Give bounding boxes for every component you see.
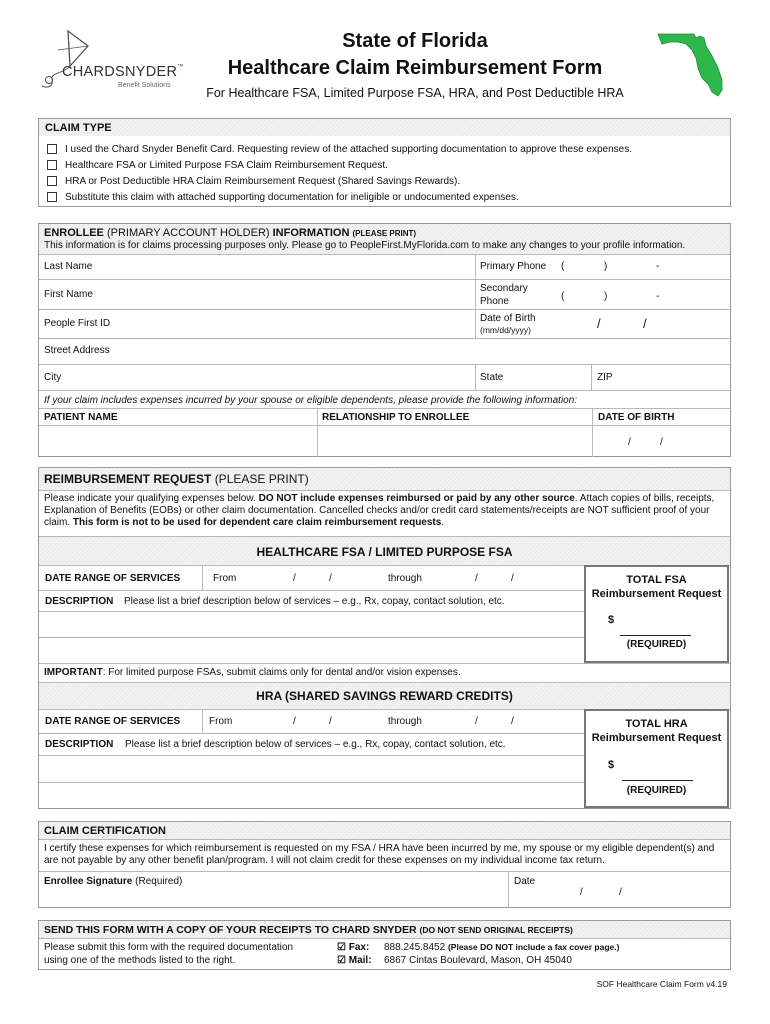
state-label: State [480, 372, 504, 383]
fax-label: ☑ Fax: [337, 942, 370, 953]
fsa-important-note: IMPORTANT: For limited purpose FSAs, submit claims only for dental and/or vision expenses. [44, 667, 461, 678]
fsa-through-label: through [388, 573, 422, 584]
enrollee-title: ENROLLEE (PRIMARY ACCOUNT HOLDER) INFORMATION (PLEASE PRINT) [44, 227, 417, 239]
primary-phone-label: Primary Phone [480, 261, 547, 272]
claim-type-option-2: Healthcare FSA or Limited Purpose FSA Claim Reimbursement Request. [65, 160, 388, 171]
mail-value: 6867 Cintas Boulevard, Mason, OH 45040 [384, 955, 572, 966]
dependents-note: If your claim includes expenses incurred by your spouse or eligible dependents, please provide the following information: [44, 395, 578, 406]
certification-date-slash-1: / [580, 887, 583, 898]
col-date-of-birth: DATE OF BIRTH [598, 412, 675, 423]
secondary-phone-paren-open: ( [561, 291, 565, 302]
signature-label: Enrollee Signature (Required) [44, 876, 183, 887]
hra-description-hint: Please list a brief description below of services – e.g., Rx, copay, contact solution, etc. [125, 739, 506, 750]
fsa-required-label: (REQUIRED) [626, 639, 687, 650]
secondary-phone-paren-close: ) [604, 291, 608, 302]
dob-format: (mm/dd/yyyy) [480, 325, 531, 335]
fsa-total-label-1: TOTAL FSA [626, 574, 687, 586]
claim-type-title: CLAIM TYPE [45, 122, 112, 134]
hra-required-label: (REQUIRED) [626, 785, 687, 796]
form-title-line1: State of Florida [342, 30, 488, 52]
dob-slash-2: / [643, 316, 647, 331]
hra-description-label: DESCRIPTION [45, 739, 114, 750]
dob-slash-1: / [597, 316, 601, 331]
fsa-through-slash-2: / [511, 573, 514, 584]
fsa-description-hint: Please list a brief description below of services – e.g., Rx, copay, contact solution, etc. [124, 596, 505, 607]
city-label: City [44, 372, 62, 383]
certification-date-label: Date [514, 876, 536, 887]
street-address-label: Street Address [44, 345, 110, 356]
hra-from-slash-2: / [329, 716, 332, 727]
certification-title: CLAIM CERTIFICATION [44, 825, 167, 837]
primary-phone-paren-open: ( [561, 261, 565, 272]
fsa-from-label: From [213, 573, 237, 584]
people-first-id-label: People First ID [44, 318, 111, 329]
dependent-dob-slash-1: / [628, 437, 631, 448]
enrollee-note: This information is for claims processing purposes only. Please go to PeopleFirst.MyFlorida.com to make any changes to your profile information. [44, 240, 686, 251]
col-patient-name: PATIENT NAME [44, 412, 118, 423]
fsa-description-label: DESCRIPTION [45, 596, 114, 607]
claim-type-checkbox-2[interactable] [47, 160, 57, 170]
certification-text: I certify these expenses for which reimbursement is requested on my FSA / HRA have been incurred by me, my spouse or my eligible dependent(s) and are not payable by any other benefit plan/program. I will not claim credit for these expenses on my individual income tax return. [44, 843, 715, 866]
hra-title: HRA (SHARED SAVINGS REWARD CREDITS) [256, 689, 513, 703]
hra-total-label-1: TOTAL HRA [625, 718, 688, 730]
send-title: SEND THIS FORM WITH A COPY OF YOUR RECEIPTS TO CHARD SNYDER (DO NOT SEND ORIGINAL RECEIPTS) [44, 924, 573, 936]
chard-snyder-logo [40, 28, 190, 96]
fsa-dollar-sign: $ [608, 614, 615, 626]
primary-phone-dash: - [656, 261, 660, 272]
fsa-through-slash-1: / [475, 573, 478, 584]
fsa-total-label-2: Reimbursement Request [591, 588, 722, 600]
form-title-line2: Healthcare Claim Reimbursement Form [227, 57, 603, 79]
fsa-title: HEALTHCARE FSA / LIMITED PURPOSE FSA [256, 545, 513, 559]
secondary-phone-dash: - [656, 291, 660, 302]
claim-type-option-3: HRA or Post Deductible HRA Claim Reimbursement Request (Shared Savings Rewards). [65, 176, 461, 187]
fsa-from-slash-2: / [329, 573, 332, 584]
fax-value: 888.245.8452 (Please DO NOT include a fax cover page.) [384, 942, 620, 953]
hra-date-range-label: DATE RANGE OF SERVICES [45, 716, 181, 727]
certification-date-slash-2: / [619, 887, 622, 898]
zip-label: ZIP [597, 372, 613, 383]
secondary-phone-label-1: Secondary [480, 283, 528, 294]
mail-label: ☑ Mail: [337, 955, 372, 966]
reimbursement-instructions: Please indicate your qualifying expenses below. DO NOT include expenses reimbursed or paid by any other source. Attach copies of bills, receipts, Explanation of Benefits (EOBs) or other claim documentation. Cancelled checks and/or credit card statements/receipts are NOT sufficient proof of your claim. This form is not to be used for dependent care claim reimbursement requests. [44, 493, 715, 528]
send-instruction-2: using one of the methods listed to the right. [44, 955, 236, 966]
hra-dollar-sign: $ [608, 759, 615, 771]
fsa-date-range-label: DATE RANGE OF SERVICES [45, 573, 181, 584]
reimbursement-title: REIMBURSEMENT REQUEST (PLEASE PRINT) [44, 472, 309, 486]
form-subtitle: For Healthcare FSA, Limited Purpose FSA, HRA, and Post Deductible HRA [206, 86, 624, 100]
claim-type-checkbox-1[interactable] [47, 144, 57, 154]
fsa-from-slash-1: / [293, 573, 296, 584]
logo-tm: ™ [177, 64, 184, 70]
hra-through-slash-1: / [475, 716, 478, 727]
hra-through-slash-2: / [511, 716, 514, 727]
send-instruction-1: Please submit this form with the required documentation [44, 942, 294, 953]
claim-type-checkbox-3[interactable] [47, 176, 57, 186]
col-relationship: RELATIONSHIP TO ENROLLEE [322, 412, 470, 423]
dob-label: Date of Birth [480, 313, 536, 324]
form-version: SOF Healthcare Claim Form v4.19 [596, 979, 727, 989]
claim-type-option-1: I used the Chard Snyder Benefit Card. Requesting review of the attached supporting documentation to approve these expenses. [65, 144, 633, 155]
hra-total-label-2: Reimbursement Request [591, 732, 722, 744]
logo-tagline: Benefit Solutions [118, 82, 171, 89]
hra-from-label: From [209, 716, 233, 727]
hra-through-label: through [388, 716, 422, 727]
last-name-label: Last Name [44, 261, 93, 272]
claim-type-option-4: Substitute this claim with attached supporting documentation for ineligible or undocumented expenses. [65, 192, 519, 203]
hra-from-slash-1: / [293, 716, 296, 727]
dependent-dob-slash-2: / [660, 437, 663, 448]
secondary-phone-label-2: Phone [480, 296, 509, 307]
claim-type-checkbox-4[interactable] [47, 192, 57, 202]
logo-brand: CHARDSNYDER [62, 64, 178, 80]
kite-icon [40, 28, 100, 92]
first-name-label: First Name [44, 289, 93, 300]
florida-map-icon [656, 30, 726, 98]
primary-phone-paren-close: ) [604, 261, 608, 272]
